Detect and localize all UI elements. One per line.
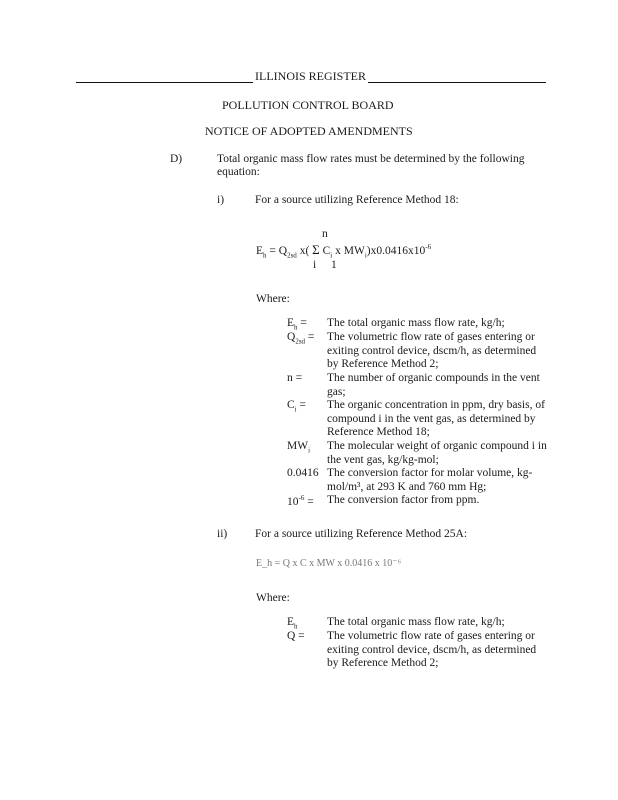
def-row <box>287 494 547 508</box>
def-text: The volumetric flow rate of gases entering or exiting control device, dscm/h, as determined by Reference Method 2; <box>327 331 537 370</box>
eq-lhs-sub: h <box>263 251 267 260</box>
def-symbol: $MW_i$ <box>287 440 311 455</box>
eq-exponent: -6 <box>425 243 432 252</box>
def-row <box>287 317 547 331</box>
definitions-method-18 <box>287 317 547 508</box>
eq-mw-sub: i <box>364 251 367 260</box>
eq-mid: x( <box>296 245 313 257</box>
def-text: The total organic mass flow rate, kg/h; <box>327 616 505 628</box>
def-text: The organic concentration in ppm, dry basis, of compound i in the vent gas, as determined by Reference Method 18; <box>327 399 545 438</box>
def-row <box>287 630 547 671</box>
sum-lower-i: i <box>313 259 317 271</box>
where-label-ii: Where: <box>256 592 290 604</box>
item-i-label: i) <box>217 194 225 206</box>
def-row <box>287 616 547 630</box>
equation-method-25a: E_h = Q x C x MW x 0.0416 x 10⁻⁶ <box>256 558 402 569</box>
def-symbol: Q = <box>287 630 305 642</box>
item-ii-text: For a source utilizing Reference Method 25A: <box>255 528 468 540</box>
def-text: The conversion factor for molar volume, kg-mol/m³, at 293 K and 760 mm Hg; <box>327 467 533 493</box>
eq-lhs: E <box>256 245 264 257</box>
def-symbol: 0.0416 <box>287 467 319 479</box>
eq-x-mw: x MW <box>332 245 365 257</box>
notice-title: NOTICE OF ADOPTED AMENDMENTS <box>205 124 413 138</box>
def-symbol: $E_h$ <box>287 616 298 631</box>
eq-c-sub: i <box>330 251 333 260</box>
def-row <box>287 399 547 440</box>
def-row <box>287 467 547 494</box>
eq-c: C <box>319 245 331 257</box>
sigma-symbol: Σ <box>312 242 320 257</box>
def-text: The conversion factor from ppm. <box>327 494 480 506</box>
eq-q-sub: 2sd <box>287 251 297 260</box>
def-symbol: $C_i$ = <box>287 399 306 414</box>
item-ii-label: ii) <box>217 528 228 540</box>
sum-lower-1: 1 <box>331 259 337 271</box>
section-d-label: D) <box>170 153 183 165</box>
item-i-text: For a source utilizing Reference Method 18: <box>255 194 459 206</box>
def-row <box>287 440 547 467</box>
definitions-method-25a <box>287 616 547 671</box>
def-text: The number of organic compounds in the vent gas; <box>327 372 540 398</box>
equation-method-18 <box>256 242 431 259</box>
eq-equals-q: = Q <box>266 245 288 257</box>
register-title: ILLINOIS REGISTER <box>255 69 366 83</box>
def-text: The molecular weight of organic compound i in the vent gas, kg/kg-mol; <box>327 440 547 466</box>
def-row <box>287 372 547 399</box>
def-row <box>287 331 547 372</box>
def-symbol: $10^{-6}$ = <box>287 494 314 508</box>
sum-upper-limit: n <box>322 228 328 240</box>
board-title: POLLUTION CONTROL BOARD <box>222 98 394 112</box>
def-text: The total organic mass flow rate, kg/h; <box>327 317 505 329</box>
def-symbol: $Q_{2sd}$ = <box>287 331 315 346</box>
section-d-text: Total organic mass flow rates must be determined by the following equation: <box>217 153 525 178</box>
def-symbol: n = <box>287 372 303 384</box>
def-symbol: $E_h$ = <box>287 317 307 332</box>
def-text: The volumetric flow rate of gases entering or exiting control device, dscm/h, as determined by Reference Method 2; <box>327 630 537 669</box>
eq-tail: )x0.0416x10 <box>366 245 426 257</box>
where-label-i: Where: <box>256 293 290 305</box>
